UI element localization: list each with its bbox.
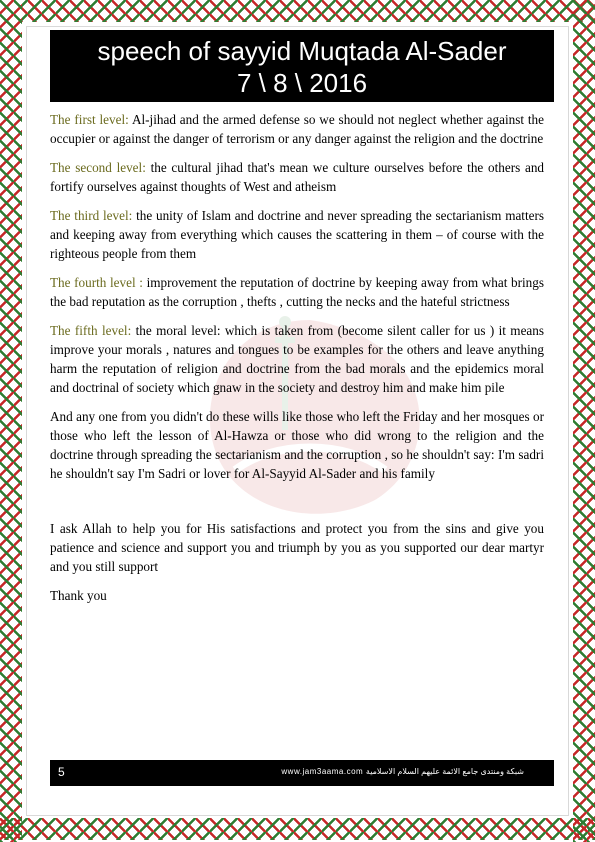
level-label: The fourth level : [50, 275, 143, 290]
level-paragraph [50, 158, 544, 196]
decorative-border-top [0, 0, 595, 22]
level-paragraph [50, 321, 544, 397]
level-text: the cultural jihad that's mean we culture ourselves before the others and fortify ourselves against thoughts of West and atheism [50, 160, 545, 194]
level-label: The fifth level: [50, 323, 132, 338]
level-text: the unity of Islam and doctrine and never spreading the sectarianism matters and keeping away from everything which causes the scattering in them – of course with the righteous people from them [50, 208, 545, 261]
level-label: The second level: [50, 160, 146, 175]
level-label: The third level: [50, 208, 133, 223]
footer-site-text: www.jam3aama.com شبكة ومنتدى جامع الائمة عليهم السلام الاسلامية [281, 767, 524, 776]
spacer [50, 493, 544, 519]
level-paragraph [50, 206, 544, 263]
title-line-2: 7 \ 8 \ 2016 [236, 68, 368, 98]
level-label: The first level: [50, 112, 129, 127]
level-paragraph [50, 110, 544, 148]
title-line-1: speech of sayyid Muqtada Al-Sader [97, 36, 507, 66]
footer-bar [50, 760, 554, 786]
level-paragraph [50, 273, 544, 311]
level-text: Al-jihad and the armed defense so we should not neglect whether against the occupier or against the danger of terrorism or any danger against the religion and the doctrine [50, 112, 544, 146]
closing-text: Thank you [50, 588, 107, 603]
page-title [50, 30, 554, 102]
warning-paragraph: And any one from you didn't do these wills like those who left the Friday and her mosques or those who left the lesson of Al-Hawza or those who did wrong to the religion and the doctrine through spreading the sectarianism and the corruption , so he shouldn't say: I'm sadri he shouldn't say I'm Sadri or lover for Al-Sayyid Al-Sader and his family [50, 409, 544, 481]
prayer-paragraph: I ask Allah to help you for His satisfactions and protect you from the sins and give you patience and science and support you and triumph by you as you supported our dear martyr and you still support [50, 521, 544, 574]
decorative-border-right [573, 0, 595, 842]
decorative-border-left [0, 0, 22, 842]
level-text: the moral level: which is taken from (become silent caller for us ) it means improve your morals , natures and tongues to be examples for the others and leave anything harm the reputation of religion and doctrine from the bad morals and the epidemics moral and doctrinal of society which gnaw in the society and destroy him and make him pile [50, 323, 544, 395]
decorative-border-bottom [0, 818, 595, 840]
speech-body [50, 110, 544, 615]
level-text: improvement the reputation of doctrine by keeping away from what brings the bad reputation as the corruption , thefts , cutting the necks and the hateful strictness [50, 275, 544, 309]
page-number: 5 [58, 765, 65, 779]
